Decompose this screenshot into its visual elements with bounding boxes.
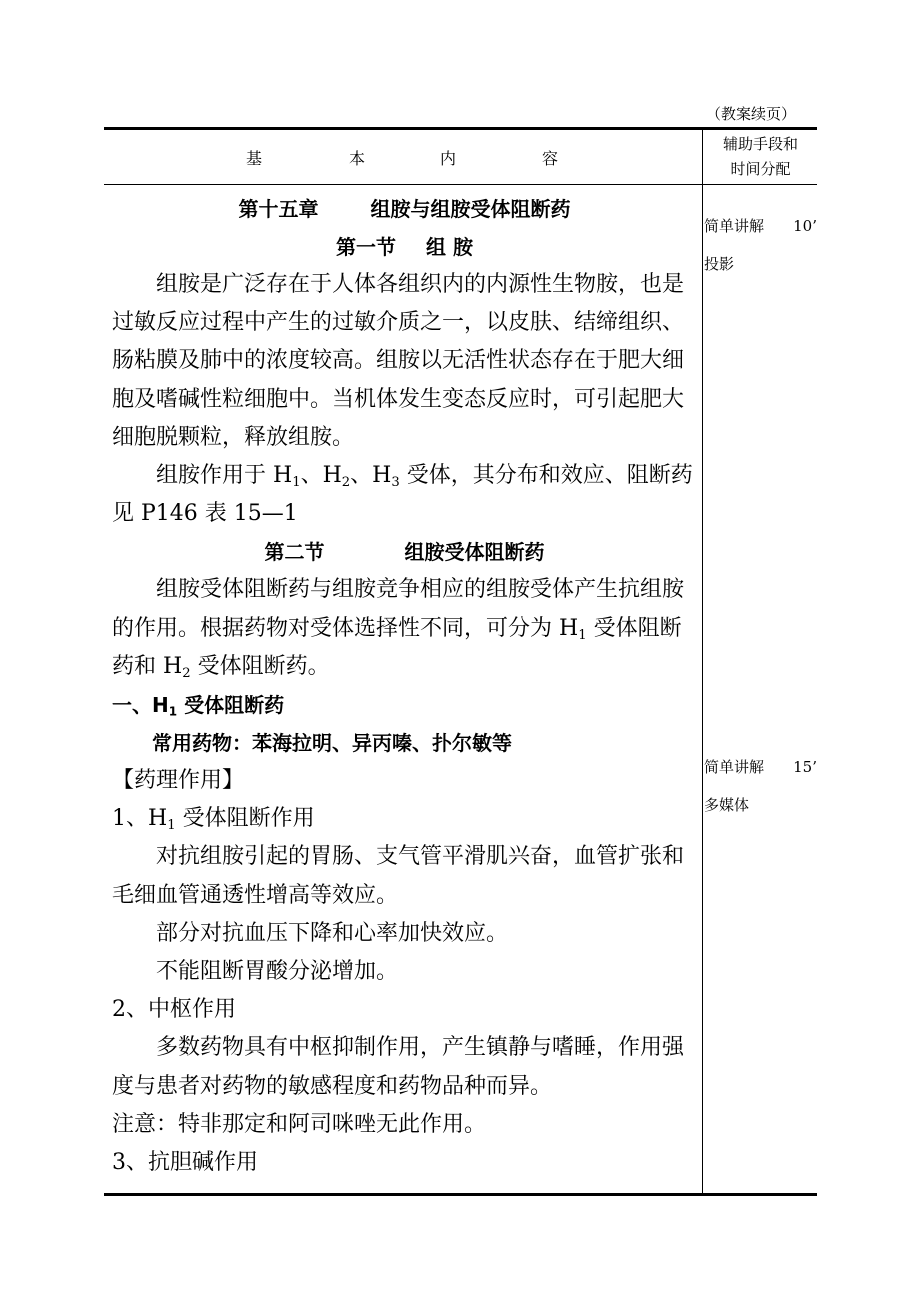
section2-title: 组胺受体阻断药 xyxy=(404,540,545,565)
paragraph: 不能阻断胃酸分泌增加。 xyxy=(156,959,399,985)
side-note-row xyxy=(704,207,817,245)
section1-number: 第一节 xyxy=(336,235,397,259)
side-header-line: 时间分配 xyxy=(730,160,791,178)
side-note-1 xyxy=(704,207,817,283)
side-note-time: 10’ xyxy=(793,217,817,235)
list-item: 2、中枢作用 xyxy=(112,997,236,1023)
lesson-body xyxy=(112,190,697,1182)
section2-number: 第二节 xyxy=(264,540,325,565)
pharmacology-heading: 【药理作用】 xyxy=(112,768,245,794)
side-note-row xyxy=(704,748,817,786)
side-note-media: 多媒体 xyxy=(704,796,750,814)
table-bottom-rule xyxy=(104,1193,817,1196)
side-note-2 xyxy=(704,748,817,824)
header-char: 基 xyxy=(246,149,263,168)
section1-heading xyxy=(112,228,697,266)
list-item: 3、抗胆碱作用 xyxy=(112,1150,258,1176)
header-char: 内 xyxy=(440,149,457,168)
side-note-label: 简单讲解 xyxy=(704,758,765,776)
chapter-heading xyxy=(112,190,697,228)
chapter-number: 第十五章 xyxy=(238,197,319,221)
section1-title: 组 胺 xyxy=(426,235,473,259)
paragraph: 组胺是广泛存在于人体各组织内的内源性生物胺，也是过敏反应过程中产生的过敏介质之一，以皮肤、结缔组织、肠粘膜及肺中的浓度较高。组胺以无活性状态存在于肥大细胞及嗜碱性粒细胞中。当机体发生变态反应时，可引起肥大细胞脱颗粒，释放组胺。 xyxy=(112,272,685,450)
side-note-media: 投影 xyxy=(704,255,735,273)
continuation-label: （教案续页） xyxy=(706,105,797,123)
common-drugs: 常用药物：苯海拉明、异丙嗪、扑尔敏等 xyxy=(152,731,512,756)
paragraph: 对抗组胺引起的胃肠、支气管平滑肌兴奋，血管扩张和毛细血管通透性增高等效应。 xyxy=(112,844,685,908)
side-header-line: 辅助手段和 xyxy=(722,135,798,153)
side-note-label: 简单讲解 xyxy=(704,217,765,235)
paragraph: 多数药物具有中枢抑制作用，产生镇静与嗜睡，作用强度与患者对药物的敏感程度和药物品种而异。 xyxy=(112,1035,685,1099)
column-divider xyxy=(702,128,703,1195)
side-column-header xyxy=(704,132,817,182)
paragraph: 组胺受体阻断药与组胺竞争相应的组胺受体产生抗组胺的作用。根据药物对受体选择性不同，可分为 $H_1$ 受体阻断药和 $H_2$ 受体阻断药。 xyxy=(112,577,685,681)
subsection-heading: 一、$H_1$ 受体阻断药 xyxy=(112,693,285,719)
chapter-title: 组胺与组胺受体阻断药 xyxy=(370,197,571,221)
note: 注意：特非那定和阿司咪唑无此作用。 xyxy=(112,1111,487,1137)
list-item: 1、$H_1$ 受体阻断作用 xyxy=(112,806,315,834)
header-char: 本 xyxy=(349,149,366,168)
paragraph: 组胺作用于 $H_1$、$H_2$、$H_3$ 受体，其分布和效应、阻断药见 P146 表 15—1 xyxy=(112,463,693,527)
section2-heading xyxy=(112,533,697,571)
header-char: 容 xyxy=(542,149,559,168)
side-note-time: 15’ xyxy=(793,758,817,776)
header-rule xyxy=(104,184,817,185)
paragraph: 部分对抗血压下降和心率加快效应。 xyxy=(156,920,509,946)
table-top-rule xyxy=(104,127,817,130)
